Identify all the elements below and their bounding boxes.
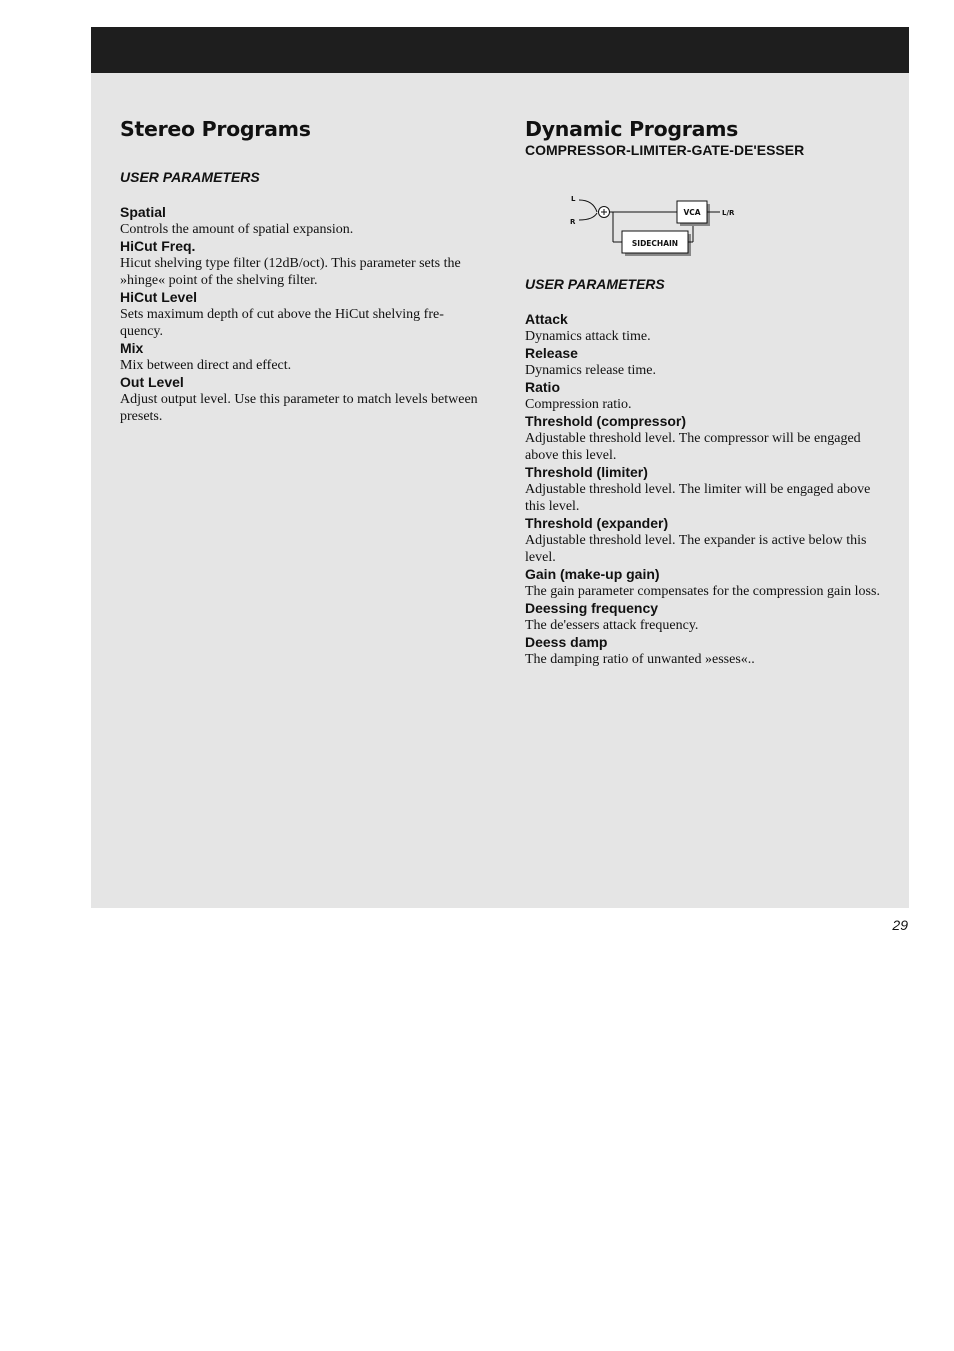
- param-name-hicut-freq: HiCut Freq.: [120, 238, 196, 254]
- dynamic-parameter-list: [525, 311, 890, 668]
- param-name-deessing-frequency: Deessing frequency: [525, 600, 659, 616]
- diagram-vca-label: VCA: [683, 208, 701, 217]
- diagram-wire-r: [579, 213, 597, 220]
- diagram-wire-l: [579, 200, 597, 212]
- dynamic-user-parameters-label: USER PARAMETERS: [525, 276, 665, 292]
- diagram-input-r: R: [570, 218, 576, 226]
- param-desc-threshold-limiter: Adjustable threshold level. The limiter will be engaged above this level.: [525, 482, 871, 514]
- diagram-input-l: L: [571, 195, 576, 203]
- param-desc-hicut-level: Sets maximum depth of cut above the HiCut shelving fre-quency.: [120, 307, 444, 339]
- page-number: 29: [892, 917, 908, 933]
- signal-flow-svg: [565, 176, 755, 266]
- param-name-attack: Attack: [525, 311, 568, 327]
- dynamic-programs-column: [525, 114, 890, 668]
- stereo-user-parameters-label: USER PARAMETERS: [120, 169, 260, 185]
- param-desc-threshold-compressor: Adjustable threshold level. The compressor will be engaged above this level.: [525, 431, 861, 463]
- param-name-hicut-level: HiCut Level: [120, 289, 198, 305]
- param-name-threshold-limiter: Threshold (limiter): [525, 464, 648, 480]
- param-desc-gain: The gain parameter compensates for the compression gain loss.: [525, 584, 880, 599]
- param-name-gain: Gain (make-up gain): [525, 566, 660, 582]
- stereo-programs-column: [120, 114, 485, 425]
- dynamic-programs-title: Dynamic Programs: [525, 117, 739, 141]
- param-desc-mix: Mix between direct and effect.: [120, 358, 292, 373]
- param-name-ratio: Ratio: [525, 379, 560, 395]
- param-desc-release: Dynamics release time.: [525, 363, 657, 378]
- param-desc-ratio: Compression ratio.: [525, 397, 632, 412]
- param-desc-deessing-frequency: The de'essers attack frequency.: [525, 618, 699, 633]
- dynamic-programs-subtitle: COMPRESSOR-LIMITER-GATE-DE'ESSER: [525, 142, 805, 158]
- param-name-mix: Mix: [120, 340, 144, 356]
- param-desc-out-level: Adjust output level. Use this parameter to match levels between presets.: [120, 392, 478, 424]
- param-name-out-level: Out Level: [120, 374, 184, 390]
- param-name-spatial: Spatial: [120, 204, 166, 220]
- diagram-output-label: L/R: [722, 209, 735, 217]
- header-bar: [91, 27, 909, 73]
- param-desc-attack: Dynamics attack time.: [525, 329, 651, 344]
- param-desc-hicut-freq: Hicut shelving type filter (12dB/oct). This parameter sets the »hinge« point of the shelving filter.: [120, 256, 461, 288]
- param-desc-threshold-expander: Adjustable threshold level. The expander is active below this level.: [525, 533, 867, 565]
- param-name-release: Release: [525, 345, 578, 361]
- param-desc-spatial: Controls the amount of spatial expansion.: [120, 222, 354, 237]
- param-name-threshold-compressor: Threshold (compressor): [525, 413, 687, 429]
- signal-flow-diagram: [565, 176, 755, 266]
- stereo-parameter-list: [120, 204, 485, 425]
- param-name-threshold-expander: Threshold (expander): [525, 515, 669, 531]
- stereo-programs-title: Stereo Programs: [120, 117, 311, 141]
- param-desc-deess-damp: The damping ratio of unwanted »esses«..: [525, 652, 755, 667]
- diagram-sidechain-label: SIDECHAIN: [631, 239, 679, 248]
- param-name-deess-damp: Deess damp: [525, 634, 608, 650]
